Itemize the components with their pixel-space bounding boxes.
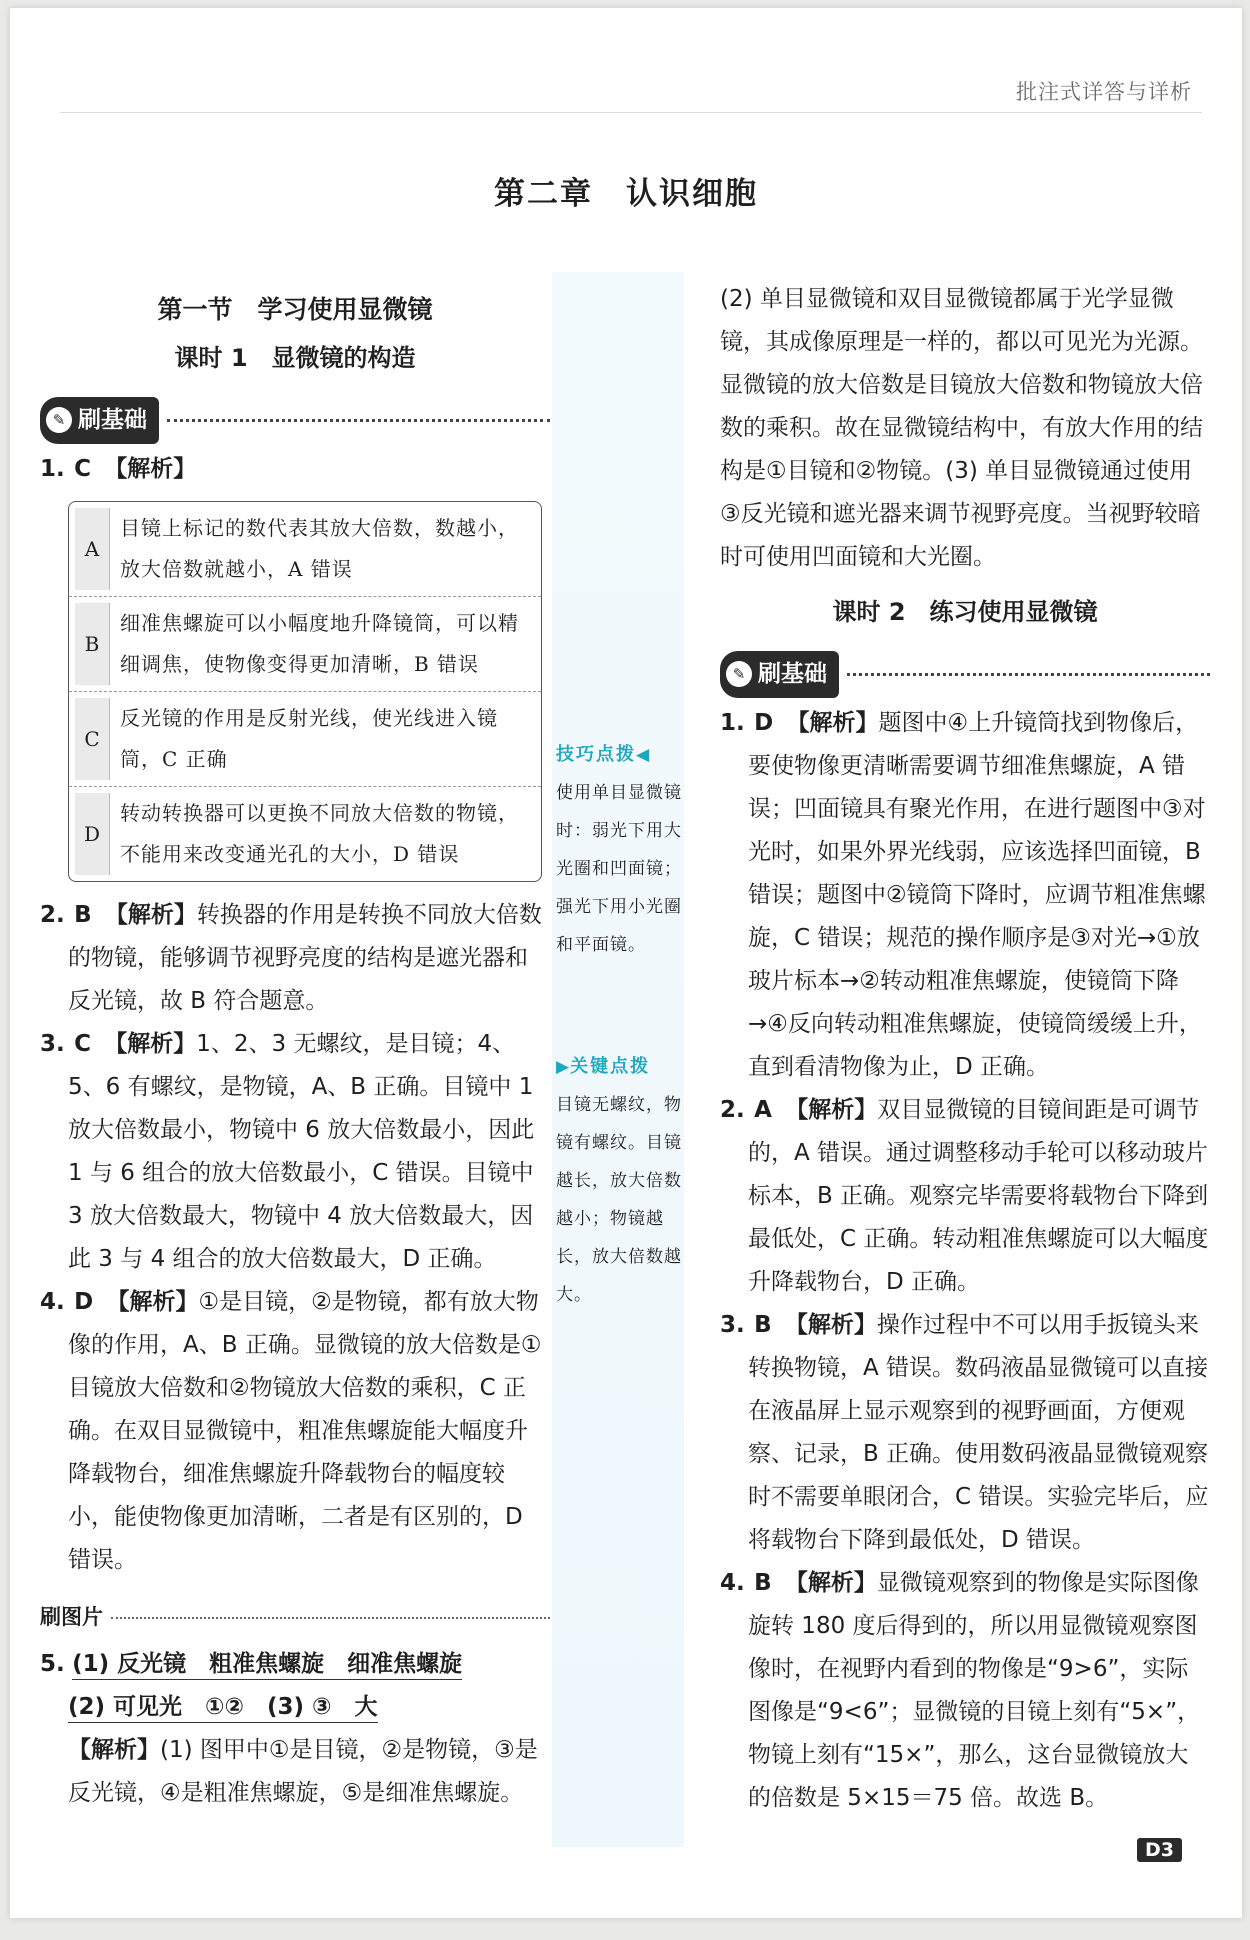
- question-1: [720, 702, 1210, 1089]
- analysis-tag: 【解析】: [784, 1312, 877, 1338]
- running-title: 批注式详答与详析: [1016, 80, 1192, 104]
- basics-badge-label: 刷基础: [78, 406, 147, 433]
- analysis-tag: 【解析】: [68, 1737, 160, 1763]
- question-number: 4.: [720, 1570, 745, 1596]
- question-number: 2.: [720, 1097, 745, 1123]
- option-text: 细准焦螺旋可以小幅度地升降镜筒，可以精细调焦，使物像变得更加清晰，B 错误: [120, 611, 519, 676]
- question-number: 1.: [720, 710, 745, 736]
- answer-letter: D: [754, 710, 774, 736]
- option-row: [69, 692, 541, 787]
- analysis-tag: 【解析】: [784, 1570, 877, 1596]
- analysis-text: 显微镜观察到的物像是实际图像旋转 180 度后得到的，所以用显微镜观察图像时，在视野内看到的物像是“9>6”，实际图像是“9<6”；显微镜的目镜上刻有“5×”，物镜上刻有“15×”，那么，这台显微镜放大的倍数是 5×15＝75 倍。故选 B。: [748, 1570, 1201, 1811]
- option-key: C: [75, 698, 110, 780]
- analysis-tag: 【解析】: [786, 710, 879, 736]
- right-column: [720, 278, 1210, 1820]
- analysis-tag: 【解析】: [104, 902, 197, 928]
- analysis-text: (1) 图甲中①是目镜，②是物镜，③是反光镜，④是粗准焦螺旋，⑤是细准焦螺旋。: [68, 1737, 538, 1806]
- option-text: 反光镜的作用是反射光线，使光线进入镜筒，C 正确: [120, 706, 498, 771]
- answer-letter: B: [754, 1570, 772, 1596]
- answer-letter: B: [74, 902, 92, 928]
- lesson-title: 课时 1 显微镜的构造: [174, 344, 416, 372]
- header-divider: [60, 112, 1202, 113]
- arrow-left-icon: ◀: [636, 745, 651, 765]
- option-row: [69, 502, 541, 597]
- basics-badge: [40, 397, 159, 444]
- question-1: [40, 448, 550, 491]
- question-3: [40, 1023, 550, 1281]
- analysis-text: 题图中④上升镜筒找到物像后，要使物像更清晰需要调节细准焦螺旋，A 错误；凹面镜具有聚光作用，在进行题图中③对光时，如果外界光线弱，应该选择凹面镜，B 错误；题图中②镜筒下降时，应调节粗准焦螺旋，C 错误；规范的操作顺序是③对光→①放玻片标本→②转动粗准焦螺旋，使镜筒下降→④反向转动粗准焦螺旋，使镜筒缓缓上升，直到看清物像为止，D 正确。: [748, 710, 1206, 1080]
- dotted-divider: [111, 1617, 550, 1619]
- option-key: B: [75, 603, 110, 685]
- fill-answer: (2) 可见光 ①② (3) ③ 大: [68, 1694, 378, 1723]
- section-title: 第一节 学习使用显微镜: [157, 295, 433, 324]
- analysis-tag: 【解析】: [104, 456, 197, 482]
- option-key: A: [75, 508, 110, 590]
- analysis-text: 双目显微镜的目镜间距是可调节的，A 错误。通过调整移动手轮可以移动玻片标本，B 正确。观察完毕需要将载物台下降到最低处，C 正确。转动粗准焦螺旋可以大幅度升降载物台，D 正确。: [748, 1097, 1209, 1295]
- dotted-divider: [167, 419, 550, 422]
- option-text: 目镜上标记的数代表其放大倍数，数越小，放大倍数就越小，A 错误: [120, 516, 519, 581]
- page-number: D3: [1137, 1838, 1182, 1862]
- basics-badge: [720, 651, 839, 698]
- arrow-right-icon: ▶: [556, 1057, 571, 1077]
- analysis-text: 操作过程中不可以用手扳镜头来转换物镜，A 错误。数码液晶显微镜可以直接在液晶屏上显示观察到的视野画面，方便观察、记录，B 正确。使用数码液晶显微镜观察时不需要单眼闭合，C 错误。实验完毕后，应将载物台下降到最低处，D 错误。: [748, 1312, 1209, 1553]
- answer-page: [10, 8, 1242, 1918]
- question-2: [40, 894, 550, 1023]
- question-number: 4.: [40, 1289, 65, 1315]
- answer-letter: C: [74, 1031, 91, 1057]
- fill-answer: (1) 反光镜 粗准焦螺旋 细准焦螺旋: [72, 1651, 462, 1680]
- question-number: 2.: [40, 902, 65, 928]
- brush-icon: ✎: [726, 661, 752, 687]
- tip-technique: [556, 736, 686, 964]
- dotted-divider: [847, 673, 1210, 676]
- left-column: [40, 278, 550, 1815]
- option-row: [69, 597, 541, 692]
- question-number: 5.: [40, 1651, 65, 1677]
- question-4: [40, 1281, 550, 1582]
- answer-letter: D: [74, 1289, 94, 1315]
- tip-key: [556, 1048, 686, 1314]
- brush-icon: ✎: [46, 407, 72, 433]
- lesson-title: 课时 2 练习使用显微镜: [832, 598, 1098, 626]
- question-2: [720, 1089, 1210, 1304]
- basics-header: [40, 398, 550, 442]
- option-key: D: [75, 793, 110, 875]
- analysis-text: ①是目镜，②是物镜，都有放大物像的作用，A、B 正确。显微镜的放大倍数是①目镜放大倍数和②物镜放大倍数的乘积，C 正确。在双目显微镜中，粗准焦螺旋能大幅度升降载物台，细准焦螺旋升降载物台的幅度较小，能使物像更加清晰，二者是有区别的，D 错误。: [68, 1289, 542, 1573]
- analysis-text: 1、2、3 无螺纹，是目镜；4、5、6 有螺纹，是物镜，A、B 正确。目镜中 1 放大倍数最小，物镜中 6 放大倍数最小，因此 1 与 6 组合的放大倍数最小，C 错误。目镜中 3 放大倍数最大，物镜中 4 放大倍数最大，因此 3 与 4 组合的放大倍数最大，D 正确。: [68, 1031, 535, 1272]
- option-row: [69, 787, 541, 881]
- question-3: [720, 1304, 1210, 1562]
- tip-text: 使用单目显微镜时：弱光下用大光圈和凹面镜；强光下用小光圈和平面镜。: [556, 783, 682, 955]
- analysis-text: 转换器的作用是转换不同放大倍数的物镜，能够调节视野亮度的结构是遮光器和反光镜，故 B 符合题意。: [68, 902, 542, 1014]
- analysis-tag: 【解析】: [785, 1097, 878, 1123]
- tip-head: 关键点拨: [570, 1056, 651, 1077]
- question-5: [40, 1643, 550, 1815]
- tip-text: 目镜无螺纹，物镜有螺纹。目镜越长，放大倍数越小；物镜越长，放大倍数越大。: [556, 1095, 682, 1305]
- option-text: 转动转换器可以更换不同放大倍数的物镜，不能用来改变通光孔的大小，D 错误: [120, 801, 519, 866]
- analysis-tag: 【解析】: [106, 1289, 199, 1315]
- options-table: [68, 501, 542, 882]
- pictures-header: [40, 1596, 550, 1639]
- answer-letter: A: [754, 1097, 772, 1123]
- basics-badge-label: 刷基础: [758, 660, 827, 687]
- analysis-tag: 【解析】: [104, 1031, 197, 1057]
- question-number: 1.: [40, 456, 65, 482]
- question-number: 3.: [720, 1312, 745, 1338]
- answer-letter: B: [754, 1312, 772, 1338]
- question-number: 3.: [40, 1031, 65, 1057]
- tip-head: 技巧点拨: [556, 744, 636, 765]
- chapter-title: 第二章 认识细胞: [494, 176, 758, 212]
- basics-header: [720, 652, 1210, 696]
- answer-letter: C: [74, 456, 91, 482]
- pictures-label: 刷图片: [40, 1605, 103, 1629]
- continued-analysis: (2) 单目显微镜和双目显微镜都属于光学显微镜，其成像原理是一样的，都以可见光为光源。显微镜的放大倍数是目镜放大倍数和物镜放大倍数的乘积。故在显微镜结构中，有放大作用的结构是①目镜和②物镜。(3) 单目显微镜通过使用③反光镜和遮光器来调节视野亮度。当视野较暗时可使用凹面镜和大光圈。: [720, 286, 1203, 570]
- question-4: [720, 1562, 1210, 1820]
